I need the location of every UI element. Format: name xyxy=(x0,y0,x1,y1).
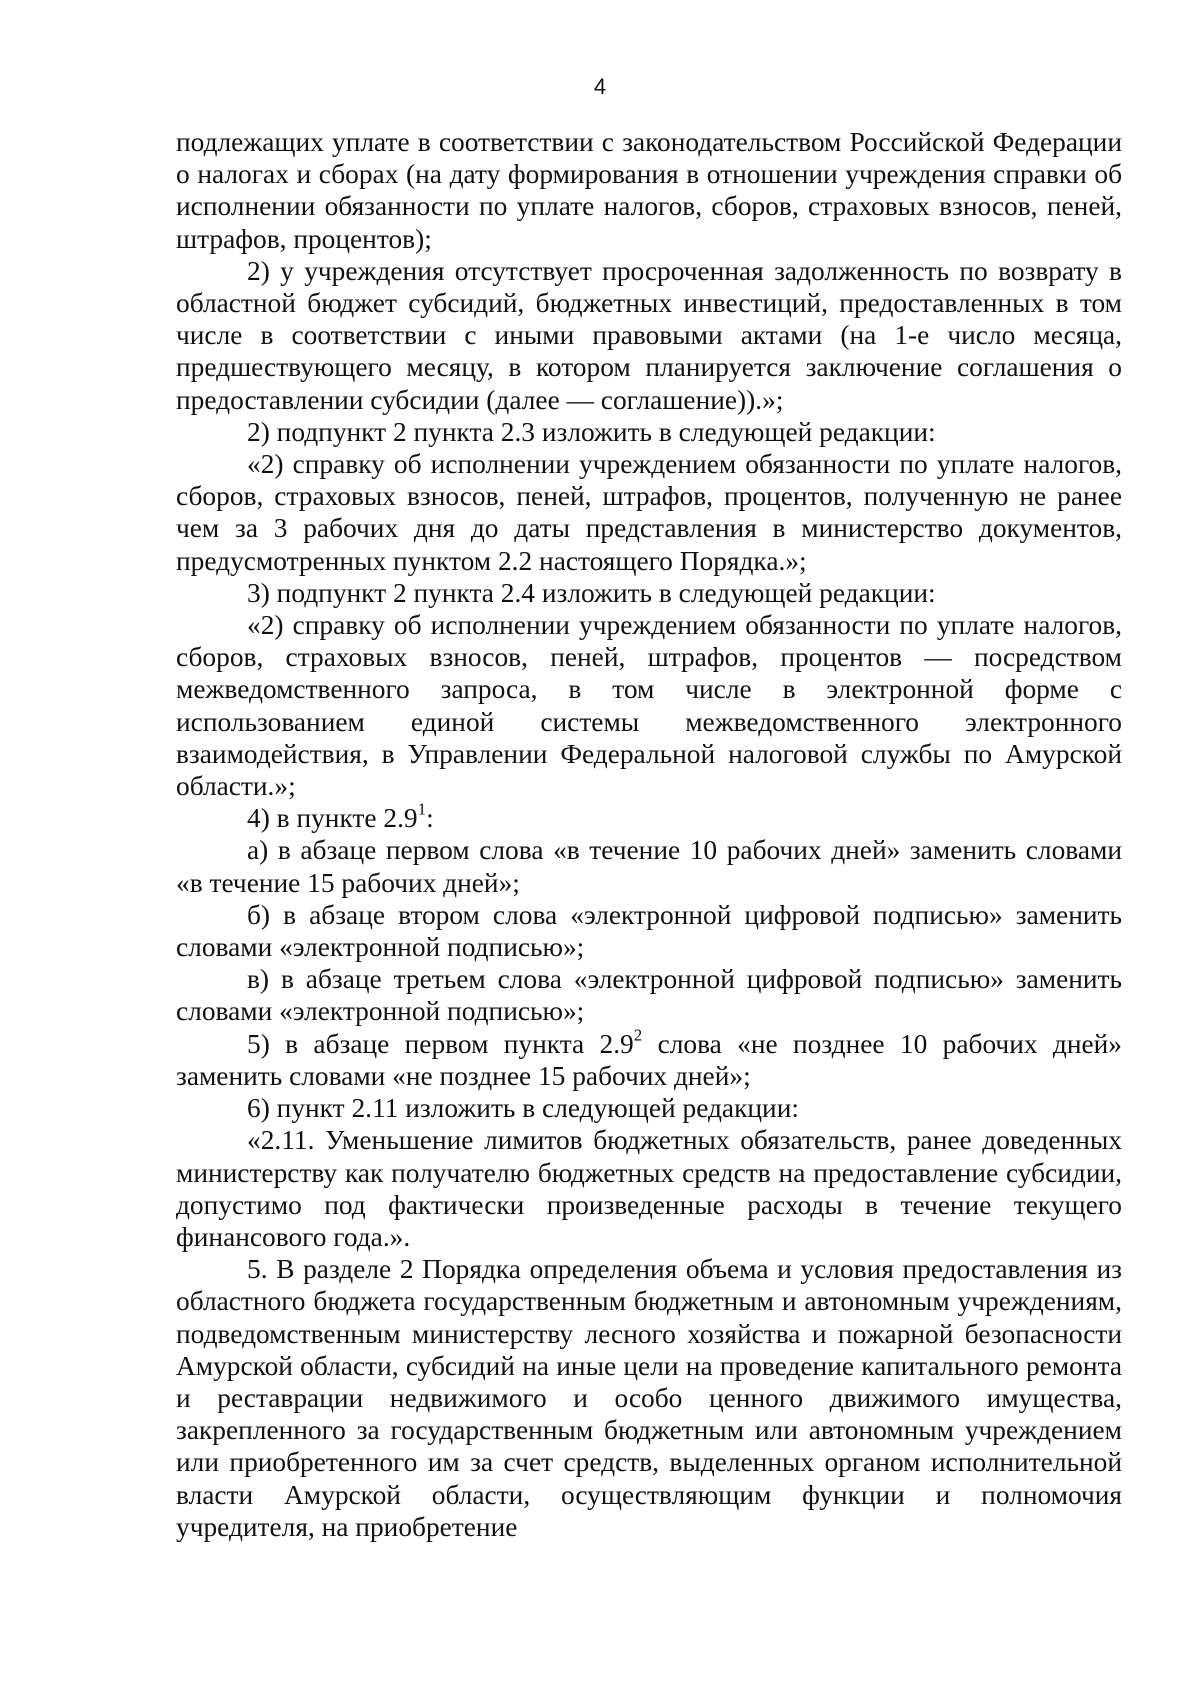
paragraph-text: 4) в пункте 2.9 xyxy=(247,803,418,834)
superscript-index: 1 xyxy=(417,799,427,819)
paragraph-text: 3) подпункт 2 пункта 2.4 изложить в следующей редакции: xyxy=(247,577,936,608)
paragraph-text: 5) в абзаце первом пункта 2.9 xyxy=(247,1028,634,1059)
paragraph-p4 xyxy=(176,448,1122,577)
paragraph-p6 xyxy=(176,609,1122,802)
page-number: 4 xyxy=(593,74,607,99)
document-body xyxy=(176,126,1122,1543)
paragraph-text: 5. В разделе 2 Порядка определения объема и условия предоставления из областного бюджета государственным бюджетным и автономным учреждениям, подведомственным министерству лесного хозяйства и пожарной безопасности Амурской области, субсидий на иные цели на проведение капитального ремонта и реставрации недвижимого и особо ценного движимого имущества, закрепленного за государственным бюджетным или автономным учреждением или приобретенного им за счет средств, выделенных органом исполнительной власти Амурской области, осуществляющим функции и полномочия учредителя, на приобретение xyxy=(176,1254,1122,1542)
paragraph-text: 6) пункт 2.11 изложить в следующей редакции: xyxy=(247,1093,799,1124)
paragraph-text: «2) справку об исполнении учреждением обязанности по уплате налогов, сборов, страховых взносов, пеней, штрафов, процентов — посредством межведомственного запроса, в том числе в электронной форме с использованием единой системы межведомственного электронного взаимодействия, в Управлении Федеральной налоговой службы по Амурской области.»; xyxy=(176,610,1122,802)
paragraph-p11 xyxy=(176,1024,1123,1092)
paragraph-text: «2) справку об исполнении учреждением обязанности по уплате налогов, сборов, страховых взносов, пеней, штрафов, процентов, полученную не ранее чем за 3 рабочих дня до даты представления в министерство документов, предусмотренных пунктом 2.2 настоящего Порядка.»; xyxy=(176,449,1122,576)
paragraph-p5 xyxy=(176,577,1122,609)
paragraph-text: слова «не позднее 10 рабочих дней» заменить словами «не позднее 15 рабочих дней»; xyxy=(176,1028,1123,1091)
paragraph-p7 xyxy=(176,799,1122,834)
paragraph-text: «2.11. Уменьшение лимитов бюджетных обязательств, ранее доведенных министерству как получателю бюджетных средств на предоставление субсидии, допустимо под фактически произведенные расходы в течение текущего финансового года.». xyxy=(176,1125,1122,1252)
paragraph-p9 xyxy=(176,899,1122,963)
paragraph-text: : xyxy=(426,803,434,834)
paragraph-text: подлежащих уплате в соответствии с законодательством Российской Федерации о налогах и сборах (на дату формирования в отношении учреждения справки об исполнении обязанности по уплате налогов, сборов, страховых взносов, пеней, штрафов, процентов); xyxy=(176,127,1122,254)
paragraph-p3 xyxy=(176,416,1122,448)
paragraph-p10 xyxy=(176,963,1122,1027)
paragraph-p13 xyxy=(176,1124,1122,1253)
paragraph-text: а) в абзаце первом слова «в течение 10 рабочих дней» заменить словами «в течение 15 рабочих дней»; xyxy=(176,835,1122,898)
paragraph-p1 xyxy=(176,126,1122,255)
paragraph-text: в) в абзаце третьем слова «электронной цифровой подписью» заменить словами «электронной подписью»; xyxy=(176,964,1122,1027)
paragraph-p12 xyxy=(176,1092,1122,1124)
superscript-index: 2 xyxy=(633,1024,643,1044)
paragraph-p2 xyxy=(176,255,1122,416)
paragraph-text: 2) у учреждения отсутствует просроченная задолженность по возврату в областной бюджет субсидий, бюджетных инвестиций, предоставленных в том числе в соответствии с иными правовыми актами (на 1-е число месяца, предшествующего месяцу, в котором планируется заключение соглашения о предоставлении субсидии (далее — соглашение)).»; xyxy=(176,255,1122,415)
paragraph-p8 xyxy=(176,834,1122,898)
paragraph-text: 2) подпункт 2 пункта 2.3 изложить в следующей редакции: xyxy=(247,416,936,447)
paragraph-text: б) в абзаце втором слова «электронной цифровой подписью» заменить словами «электронной подписью»; xyxy=(176,899,1122,963)
paragraph-p14 xyxy=(176,1253,1122,1543)
